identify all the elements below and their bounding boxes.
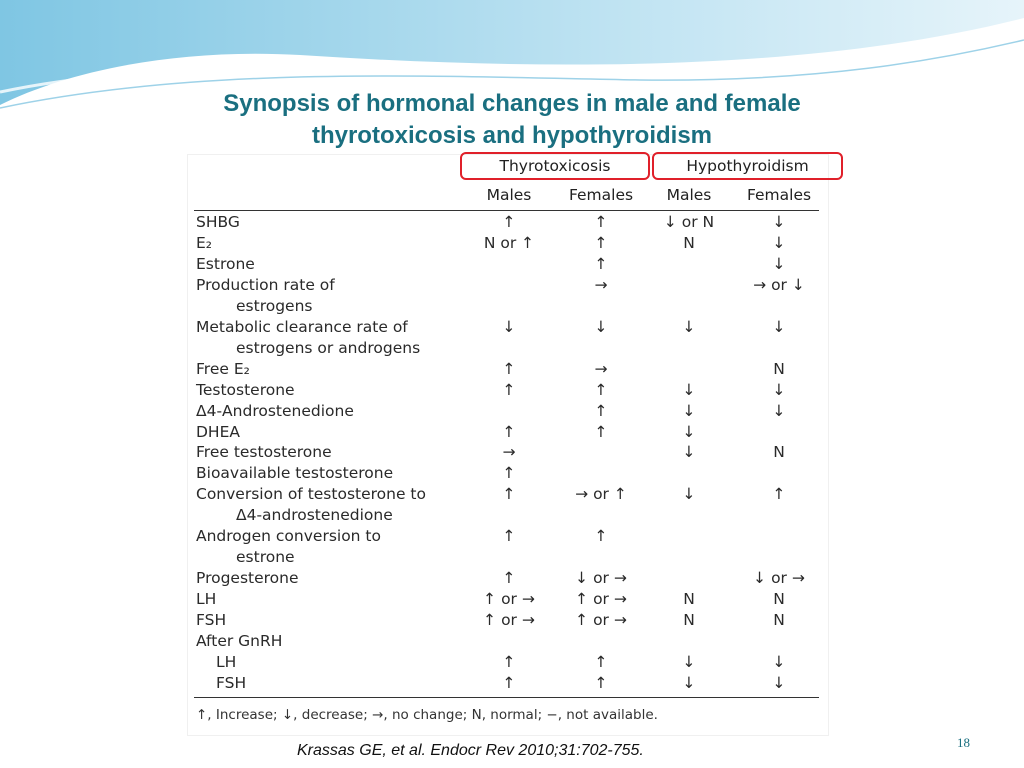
citation: Krassas GE, et al. Endocr Rev 2010;31:702-755. bbox=[297, 742, 644, 759]
row-cell: ↓ bbox=[682, 443, 696, 462]
row-cell: N bbox=[683, 233, 695, 252]
row-label: Δ4-androstenedione bbox=[236, 506, 393, 525]
row-label: Δ4-Androstenedione bbox=[196, 401, 354, 420]
table-row bbox=[196, 569, 820, 590]
hypothyroidism-group-header: Hypothyroidism bbox=[652, 152, 843, 180]
thyrotoxicosis-group-header: Thyrotoxicosis bbox=[460, 152, 650, 180]
row-cell: ↓ bbox=[772, 213, 786, 231]
table-row bbox=[196, 381, 820, 402]
row-cell: N bbox=[773, 359, 785, 378]
row-cell: ↓ bbox=[772, 401, 786, 420]
row-label: Production rate of bbox=[196, 275, 335, 294]
row-cell: → or ↑ bbox=[575, 485, 627, 504]
row-cell: ↑ or → bbox=[483, 611, 535, 630]
row-cell: ↑ bbox=[594, 380, 608, 399]
row-cell: ↓ bbox=[502, 317, 516, 336]
table-row bbox=[196, 213, 820, 234]
row-label: Metabolic clearance rate of bbox=[196, 317, 408, 336]
column-header-hypo-males: Males bbox=[666, 186, 712, 204]
slide-title-line-1: Synopsis of hormonal changes in male and female bbox=[223, 90, 801, 117]
row-label: Estrone bbox=[196, 254, 255, 273]
row-cell: ↓ or N bbox=[663, 213, 715, 231]
row-label: FSH bbox=[216, 673, 247, 692]
row-cell: ↓ bbox=[682, 485, 696, 504]
row-cell: ↓ bbox=[682, 401, 696, 420]
row-label: LH bbox=[216, 652, 237, 671]
row-cell: ↑ bbox=[502, 380, 516, 399]
row-cell: ↓ bbox=[682, 317, 696, 336]
row-cell: ↑ bbox=[502, 527, 516, 546]
row-label: Androgen conversion to bbox=[196, 527, 381, 546]
table-row bbox=[196, 674, 820, 695]
table-row bbox=[196, 339, 820, 360]
row-cell: → bbox=[594, 275, 608, 294]
table-row bbox=[196, 611, 820, 632]
row-cell: ↓ or → bbox=[753, 569, 805, 588]
slide-title-line-2: thyrotoxicosis and hypothyroidism bbox=[311, 122, 713, 149]
row-cell: ↑ bbox=[502, 422, 516, 441]
row-cell: N bbox=[773, 443, 785, 462]
row-cell: → bbox=[594, 359, 608, 378]
row-cell: ↓ bbox=[682, 380, 696, 399]
row-cell: N or ↑ bbox=[483, 233, 535, 252]
table-row bbox=[196, 297, 820, 318]
row-cell: ↓ bbox=[682, 673, 696, 692]
table-row bbox=[196, 318, 820, 339]
table-row bbox=[196, 527, 820, 548]
table-row bbox=[196, 360, 820, 381]
table-row bbox=[196, 590, 820, 611]
row-cell: ↓ bbox=[682, 422, 696, 441]
row-label: Testosterone bbox=[196, 380, 295, 399]
row-cell: ↑ bbox=[502, 673, 516, 692]
page-number: 18 bbox=[957, 735, 970, 750]
row-label: estrogens or androgens bbox=[236, 338, 421, 357]
row-label: After GnRH bbox=[196, 632, 283, 650]
row-label: DHEA bbox=[196, 422, 240, 441]
row-label: FSH bbox=[196, 611, 227, 630]
row-label: LH bbox=[196, 590, 217, 609]
row-cell: ↑ bbox=[594, 401, 608, 420]
row-cell: N bbox=[683, 611, 695, 630]
row-cell: N bbox=[683, 590, 695, 609]
row-cell: ↓ bbox=[772, 254, 786, 273]
row-label: Free testosterone bbox=[196, 443, 332, 462]
table-row bbox=[196, 423, 820, 444]
row-label: Conversion of testosterone to bbox=[196, 485, 426, 504]
table-row bbox=[196, 464, 820, 485]
row-cell: ↑ bbox=[502, 569, 516, 588]
row-cell: N bbox=[773, 611, 785, 630]
row-cell: ↑ bbox=[594, 652, 608, 671]
row-label: estrogens bbox=[236, 296, 313, 315]
row-cell: ↑ or → bbox=[575, 590, 627, 609]
row-cell: ↓ or → bbox=[575, 569, 627, 588]
table-row bbox=[196, 402, 820, 423]
table-legend: ↑, Increase; ↓, decrease; →, no change; N, normal; −, not available. bbox=[196, 707, 658, 723]
table-row bbox=[196, 255, 820, 276]
row-cell: ↑ bbox=[594, 422, 608, 441]
row-cell: ↑ bbox=[772, 485, 786, 504]
table-row bbox=[196, 632, 820, 653]
row-cell: ↓ bbox=[772, 317, 786, 336]
row-cell: ↓ bbox=[772, 380, 786, 399]
row-cell: ↓ bbox=[772, 652, 786, 671]
table-footer-rule bbox=[194, 697, 819, 698]
table-row bbox=[196, 485, 820, 506]
row-cell: ↑ bbox=[594, 254, 608, 273]
row-label: Free E₂ bbox=[196, 359, 250, 378]
row-label: Bioavailable testosterone bbox=[196, 464, 394, 483]
row-cell: → or ↓ bbox=[753, 275, 805, 294]
row-cell: ↓ bbox=[772, 673, 786, 692]
row-label: E₂ bbox=[196, 233, 213, 252]
column-header-thyro-males: Males bbox=[486, 186, 532, 204]
table-row bbox=[196, 548, 820, 569]
row-cell: N bbox=[773, 590, 785, 609]
slide-title bbox=[120, 88, 904, 152]
row-cell: ↓ bbox=[594, 317, 608, 336]
table-row bbox=[196, 276, 820, 297]
table-header-rule bbox=[194, 210, 819, 211]
row-cell: ↑ bbox=[594, 213, 608, 231]
table-row bbox=[196, 443, 820, 464]
row-cell: ↑ bbox=[502, 213, 516, 231]
row-cell: ↑ bbox=[502, 652, 516, 671]
table-row bbox=[196, 234, 820, 255]
row-cell: ↑ bbox=[502, 485, 516, 504]
row-cell: ↓ bbox=[682, 652, 696, 671]
column-header-thyro-females: Females bbox=[568, 186, 634, 204]
row-cell: ↑ or → bbox=[483, 590, 535, 609]
row-cell: ↑ bbox=[594, 527, 608, 546]
column-header-hypo-females: Females bbox=[746, 186, 812, 204]
row-cell: ↓ bbox=[772, 233, 786, 252]
row-cell: → bbox=[502, 443, 516, 462]
row-cell: ↑ bbox=[594, 673, 608, 692]
row-label: SHBG bbox=[196, 213, 240, 231]
row-label: estrone bbox=[236, 548, 295, 567]
row-cell: ↑ bbox=[594, 233, 608, 252]
row-cell: ↑ or → bbox=[575, 611, 627, 630]
table-row bbox=[196, 506, 820, 527]
row-cell: ↑ bbox=[502, 464, 516, 483]
table-row bbox=[196, 653, 820, 674]
row-cell: ↑ bbox=[502, 359, 516, 378]
row-label: Progesterone bbox=[196, 569, 299, 588]
